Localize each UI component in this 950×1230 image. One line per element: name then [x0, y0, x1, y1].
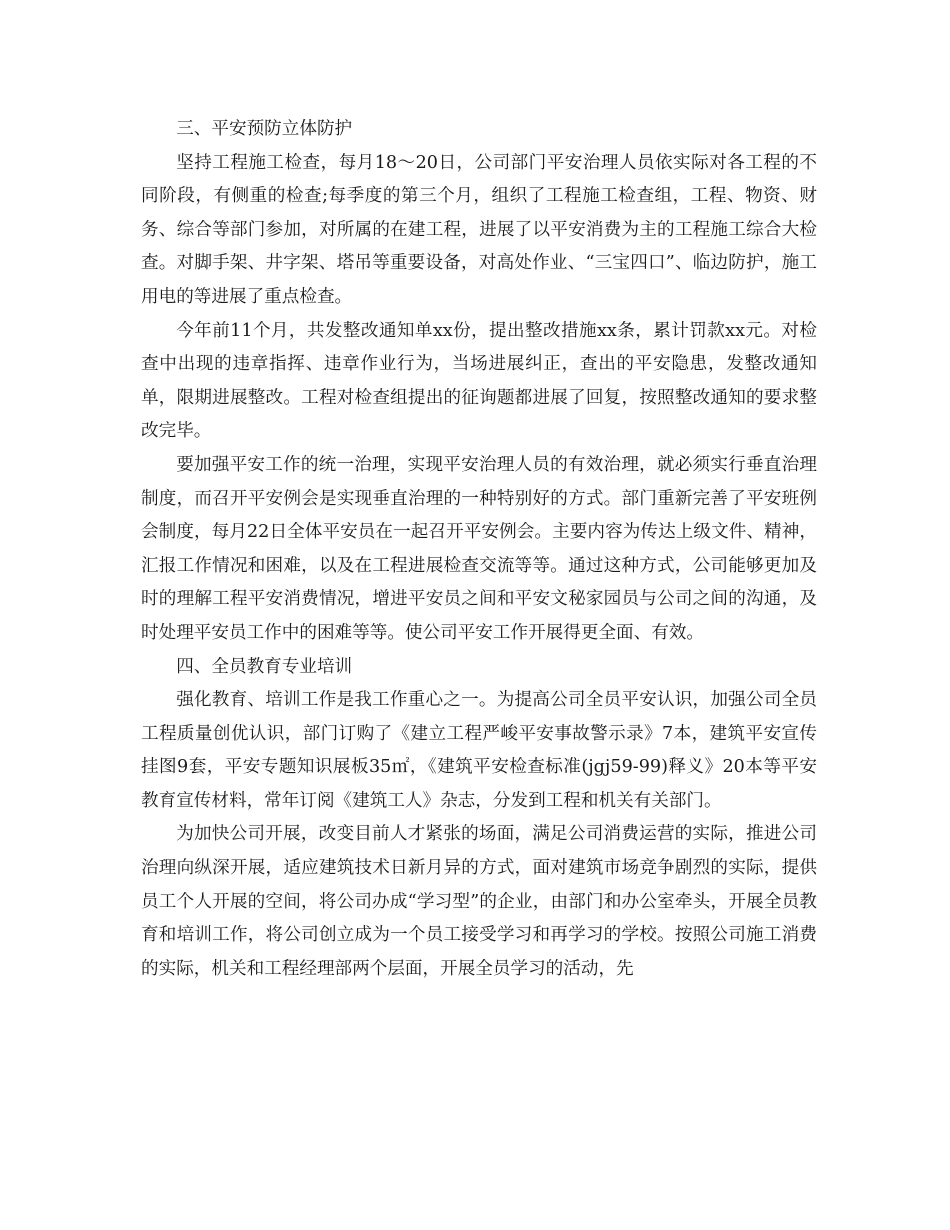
paragraph-safety-meetings: 要加强平安工作的统一治理，实现平安治理人员的有效治理，就必须实行垂直治理制度，而召开平安例会是实现垂直治理的一种特别好的方式。部门重新完善了平安班例会制度，每月22日全体平安员在一起召开平安例会。主要内容为传达上级文件、精神，汇报工作情况和困难，以及在工程进展检查交流等等。通过这种方式，公司能够更加及时的理解工程平安消费情况，增进平安员之间和平安文秘家园员与公司之间的沟通，及时处理平安员工作中的困难等等。使公司平安工作开展得更全面、有效。 [141, 454, 817, 643]
paragraph-site-inspection: 坚持工程施工检查，每月18～20日，公司部门平安治理人员依实际对各工程的不同阶段，有侧重的检查;每季度的第三个月，组织了工程施工检查组，工程、物资、财务、综合等部门参加，对所属的在建工程，进展了以平安消费为主的工程施工综合大检查。对脚手架、井字架、塔吊等重要设备，对高处作业、“三宝四口”、临边防护，施工用电的等进展了重点检查。 [141, 152, 817, 307]
document-body [141, 113, 817, 986]
section-heading-3: 三、平安预防立体防护 [176, 119, 353, 139]
paragraph-training-materials: 强化教育、培训工作是我工作重心之一。为提高公司全员平安认识，加强公司全员工程质量创优认识，部门订购了《建立工程严峻平安事故警示录》7本，建筑平安宣传挂图9套，平安专题知识展板35㎡，《建筑平安检查标准(jgj59-99)释义》20本等平安教育宣传材料，常年订阅《建筑工人》杂志，分发到工程和机关有关部门。 [141, 690, 817, 811]
paragraph-rectification-notices: 今年前11个月，共发整改通知单xx份，提出整改措施xx条，累计罚款xx元。对检查中出现的违章指挥、违章作业行为，当场进展纠正，查出的平安隐患，发整改通知单，限期进展整改。工程对检查组提出的征询题都进展了回复，按照整改通知的要求整改完毕。 [141, 320, 817, 442]
paragraph-learning-organization: 为加快公司开展，改变目前人才紧张的场面，满足公司消费运营的实际，推进公司治理向纵深开展，适应建筑技术日新月异的方式，面对建筑市场竞争剧烈的实际，提供员工个人开展的空间，将公司办成“学习型”的企业，由部门和办公室牵头，开展全员教育和培训工作，将公司创立成为一个员工接受学习和再学习的学校。按照公司施工消费的实际，机关和工程经理部两个层面，开展全员学习的活动，先 [141, 824, 817, 979]
section-heading-4: 四、全员教育专业培训 [176, 656, 353, 677]
